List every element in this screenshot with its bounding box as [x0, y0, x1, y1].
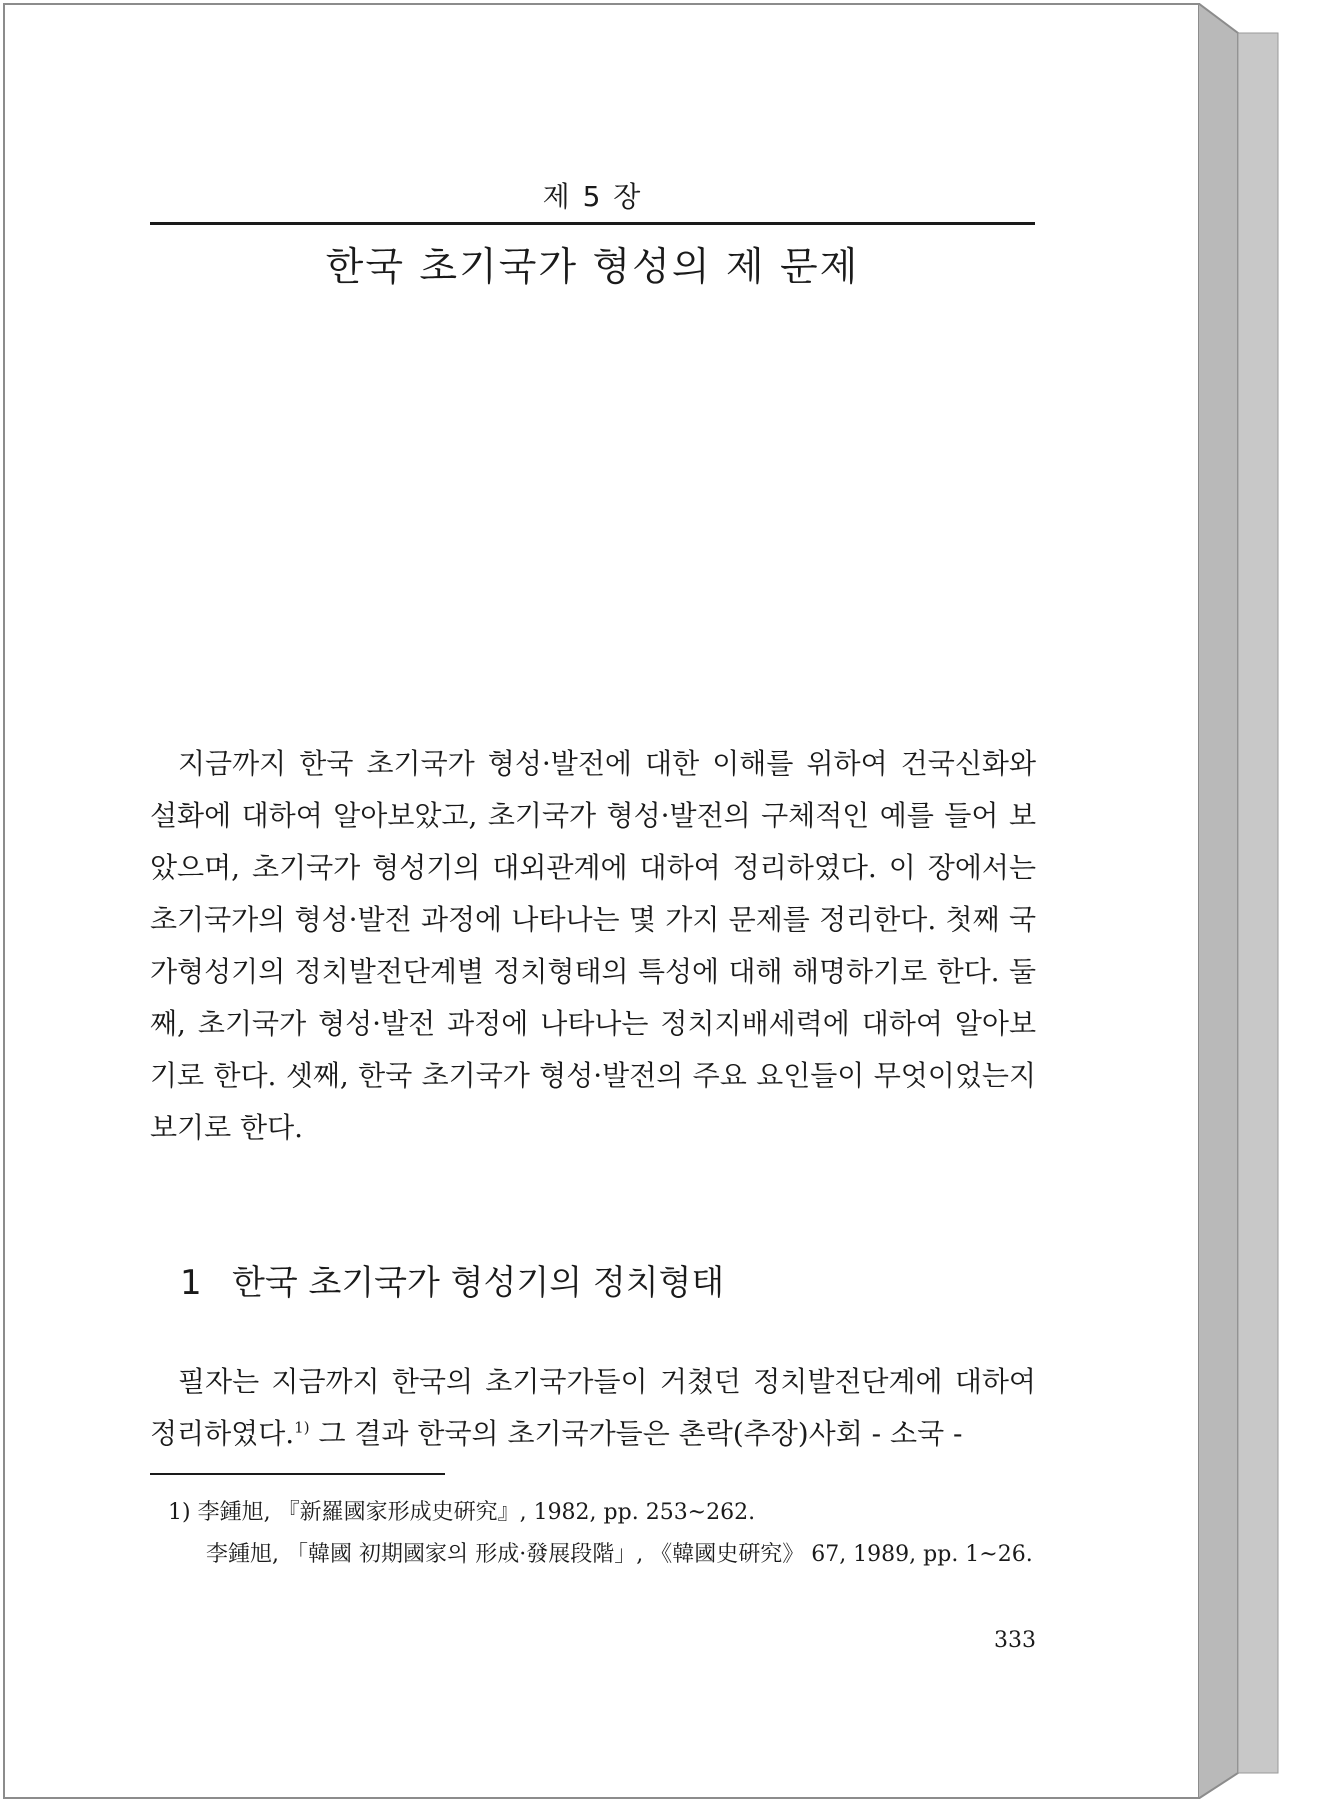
- chapter-divider: [150, 222, 1035, 225]
- footnote-divider: [150, 1473, 445, 1475]
- footnote: [168, 1492, 1048, 1576]
- chapter-label: 제 5 장: [542, 180, 643, 213]
- footnote-line-1: [168, 1492, 1048, 1534]
- section-paragraph: [150, 1356, 1036, 1460]
- footnote-line-2: [168, 1534, 1048, 1576]
- footnote-marker: 1): [168, 1500, 191, 1525]
- section-paragraph-text: 필자는 지금까지 한국의 초기국가들이 거쳤던 정치발전단계에 대하여 정리하였다.: [150, 1365, 1036, 1450]
- chapter-title: 한국 초기국가 형성의 제 문제: [325, 245, 860, 290]
- section-title: 한국 초기국가 형성기의 정치형태: [232, 1263, 725, 1303]
- footnote-reference[interactable]: 1): [294, 1418, 310, 1437]
- footnote-citation-2: 李鍾旭, 「韓國 初期國家의 形成·發展段階」, 《韓國史硏究》 67, 1989, pp. 1~26.: [206, 1542, 1033, 1567]
- page-edge-3d: [1198, 3, 1316, 1799]
- intro-paragraph: 지금까지 한국 초기국가 형성·발전에 대한 이해를 위하여 건국신화와 설화에 대하여 알아보았고, 초기국가 형성·발전의 구체적인 예를 들어 보았으며, 초기국가 형성기의 대외관계에 대하여 정리하였다. 이 장에서는 초기국가의 형성·발전 과정에 나타나는 몇 가지 문제를 정리한다. 첫째 국가형성기의 정치발전단계별 정치형태의 특성에 대해 해명하기로 한다. 둘째, 초기국가 형성·발전 과정에 나타나는 정치지배세력에 대하여 알아보기로 한다. 셋째, 한국 초기국가 형성·발전의 주요 요인들이 무엇이었는지 보기로 한다.: [150, 747, 1036, 1144]
- section-heading: [180, 1255, 724, 1304]
- footnote-citation-1: 李鍾旭, 『新羅國家形成史硏究』, 1982, pp. 253~262.: [197, 1500, 756, 1525]
- section-number: 1: [180, 1263, 202, 1303]
- page-number: 333: [994, 1628, 1036, 1653]
- section-paragraph-text-cont: 그 결과 한국의 초기국가들은 촌락(추장)사회 - 소국 -: [309, 1417, 963, 1450]
